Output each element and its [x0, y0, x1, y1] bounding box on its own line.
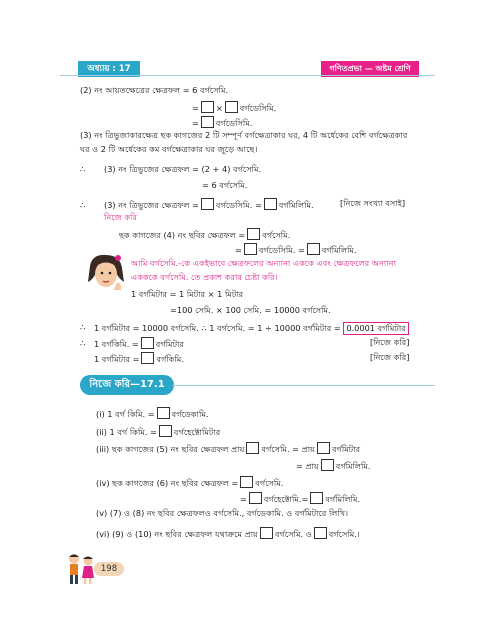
text-line: = 6 বর্গসেমি. — [202, 180, 248, 190]
exercise-item: (v) (7) ও (8) নং ছবির ক্ষেত্রফলও বর্গসেমি., বর্গডেকামি. ও বর্গমিটারে লিখি। — [96, 508, 349, 518]
section-title-banner: নিজে করি—17.1 — [80, 375, 174, 395]
exercise-item: (ii) 1 বর্গ কিমি. = বর্গহেক্টোমিটার — [96, 427, 221, 437]
note-do-yourself: [নিজে করি] — [370, 337, 410, 347]
answer-box[interactable] — [317, 442, 330, 454]
answer-box[interactable] — [264, 198, 277, 210]
text-line: (3) নং ত্রিভুজের ক্ষেত্রফল = (2 + 4) বর্গসেমি. — [104, 164, 262, 174]
text-line: 1 বর্গমিটার = 10000 বর্গসেমি. ∴ 1 বর্গসেমি. = 1 ÷ 10000 বর্গমিটার = 0.0001 বর্গমিটার — [94, 322, 409, 335]
therefore-symbol: ∴ — [80, 322, 86, 332]
exercise-item: (iii) ছক কাগজের (5) নং ছবির ক্ষেত্রফল প্রায় বর্গসেমি. = প্রায় বর্গমিটার — [96, 444, 361, 454]
text-line: 1 বর্গমিটার = 1 মিটার × 1 মিটার — [131, 289, 244, 299]
header-rule — [60, 75, 435, 76]
answer-box[interactable] — [159, 425, 172, 437]
info-text: একককে বর্গসেমি. তে প্রকাশ করার চেষ্টা করি। — [131, 272, 278, 282]
answer-box[interactable] — [249, 492, 262, 504]
answer-box[interactable] — [307, 243, 320, 255]
text-line: = × বর্গডেসিমি. — [192, 103, 277, 113]
book-title-badge: গণিতপ্রভা — অষ্টম শ্রেণি — [321, 61, 419, 77]
answer-box[interactable] — [310, 492, 323, 504]
answer-box[interactable] — [141, 352, 154, 364]
answer-box[interactable] — [314, 527, 327, 539]
text-line: =100 সেমি. × 100 সেমি. = 10000 বর্গসেমি. — [170, 305, 331, 315]
children-illustration — [62, 552, 98, 586]
chapter-badge: অধ্যায় : 17 — [78, 61, 140, 77]
answer-box[interactable] — [260, 527, 273, 539]
answer-box[interactable] — [321, 459, 334, 471]
info-text: আমি বর্গসেমি.-কে একইভাবে ক্ষেত্রফলের অন্যান্য এককে এবং ক্ষেত্রফলের অন্যান্য — [131, 258, 396, 268]
answer-box[interactable] — [201, 101, 214, 113]
note-fill-yourself: [নিজে সংখ্যা বসাই] — [340, 198, 406, 208]
text-line: 1 বর্গকিমি. = বর্গমিটার — [94, 339, 184, 349]
answer-box[interactable] — [201, 198, 214, 210]
answer-box[interactable] — [201, 116, 214, 128]
girl-thinking-illustration — [82, 252, 130, 292]
answer-box[interactable] — [141, 337, 154, 349]
section-rule — [172, 385, 435, 386]
exercise-item: (i) 1 বর্গ কিমি. = বর্গডেকামি. — [96, 409, 209, 419]
therefore-symbol: ∴ — [80, 164, 86, 174]
text-line: ছক কাগজের (4) নং ছবির ক্ষেত্রফল = বর্গসেমি. — [119, 230, 291, 240]
text-line: 1 বর্গমিটার = বর্গকিমি. — [94, 354, 184, 364]
exercise-item: (iv) ছক কাগজের (6) নং ছবির ক্ষেত্রফল = বর্গসেমি. — [96, 478, 284, 488]
text-line: = বর্গডেসিমি. = বর্গমিলিমি. — [235, 245, 357, 255]
do-yourself-label: নিজে করি — [104, 212, 138, 222]
highlighted-answer: 0.0001 বর্গমিটার — [343, 322, 408, 335]
exercise-item: = বর্গহেক্টোমি.= বর্গমিলিমি. — [240, 494, 361, 504]
text-line: ঘর ও 2 টি অর্ধেকের কম বর্গক্ষেত্রাকার ঘর জুড়ে আছে। — [80, 144, 258, 154]
text-line: (3) নং ত্রিভুজাকারক্ষেত্র ছক কাগজের 2 টি সম্পূর্ণ বর্গক্ষেত্রাকার ঘর, 4 টি অর্ধেকের বেশি বর্গক্ষেত্রকার — [80, 130, 408, 140]
answer-box[interactable] — [247, 228, 260, 240]
exercise-item: = প্রায় বর্গমিলিমি. — [296, 461, 371, 471]
answer-box[interactable] — [240, 476, 253, 488]
answer-box[interactable] — [244, 243, 257, 255]
answer-box[interactable] — [157, 407, 170, 419]
exercise-item: (vi) (9) ও (10) নং ছবির ক্ষেত্রফল যথাক্রমে প্রায় বর্গসেমি. ও বর্গসেমি.। — [96, 529, 360, 539]
answer-box[interactable] — [246, 442, 259, 454]
text-line: = বর্গডেসিমি. — [192, 118, 253, 128]
note-do-yourself: [নিজে করি] — [370, 352, 410, 362]
answer-box[interactable] — [225, 101, 238, 113]
text-line: (2) নং আয়তক্ষেত্রের ক্ষেত্রফল = 6 বর্গসেমি. — [80, 85, 229, 95]
therefore-symbol: ∴ — [80, 338, 86, 348]
page-number: 198 — [94, 562, 124, 576]
therefore-symbol: ∴ — [80, 200, 86, 210]
text-line: (3) নং ত্রিভুজের ক্ষেত্রফল = বর্গডেসিমি. = বর্গমিলিমি. — [104, 200, 314, 210]
